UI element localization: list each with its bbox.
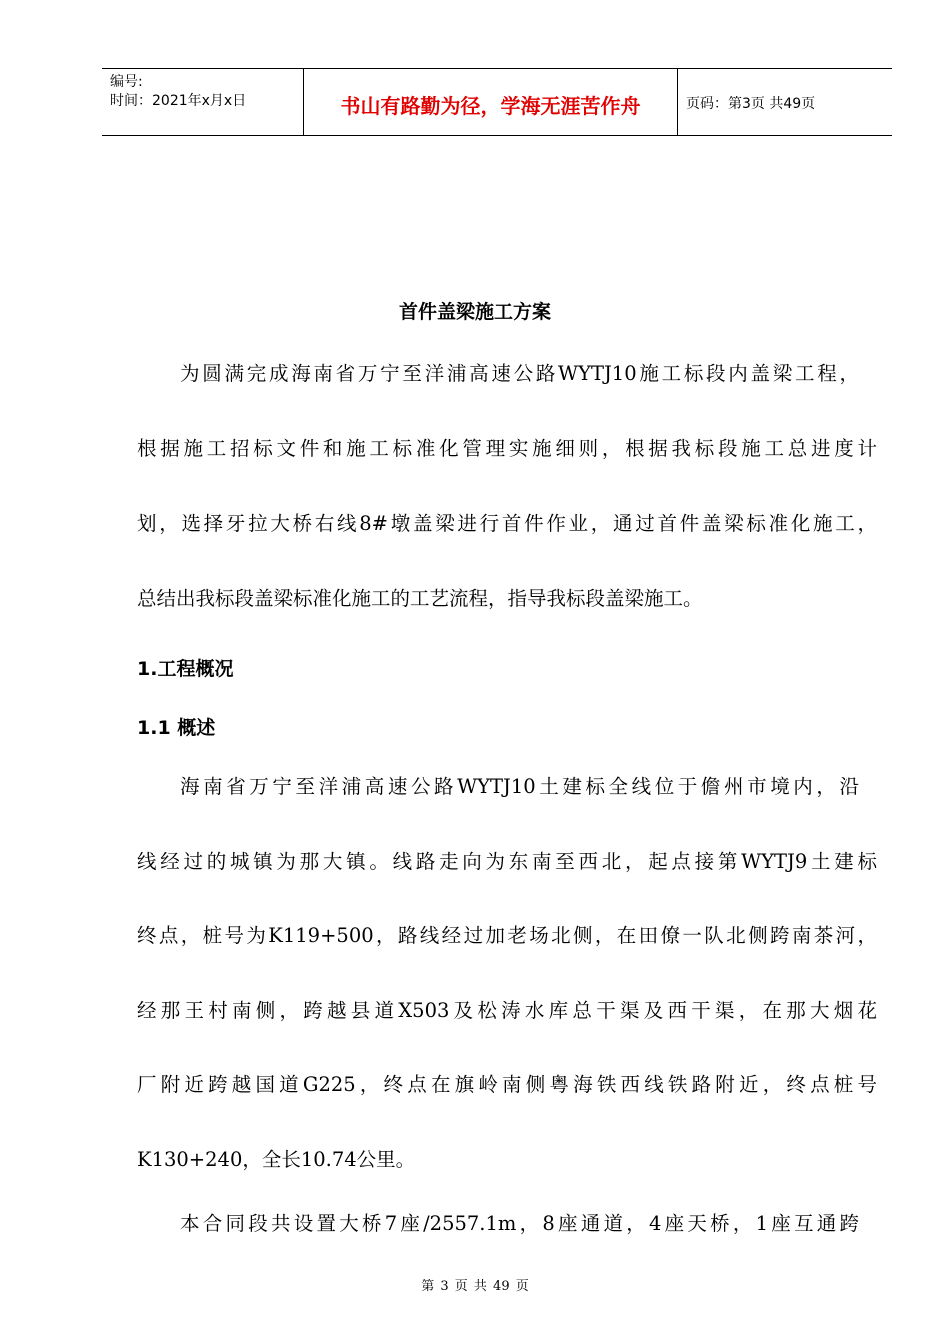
page-footer: 第 3 页 共 49 页	[421, 1279, 529, 1294]
subsection-heading: 1.1 概述	[137, 717, 216, 739]
paragraph-line: 根据施工招标文件和施工标准化管理实施细则，根据我标段施工总进度计	[137, 437, 877, 460]
document-number-label: 编号:	[110, 74, 143, 90]
paragraph-line: 经那王村南侧，跨越县道X503及松涛水库总干渠及西干渠，在那大烟花	[137, 999, 877, 1022]
paragraph-line: 总结出我标段盖梁标准化施工的工艺流程，指导我标段盖梁施工。	[137, 587, 703, 610]
paragraph-line: 终点，桩号为K119+500，路线经过加老场北侧，在田僚一队北侧跨南茶河，	[137, 924, 877, 947]
paragraph-line: 厂附近跨越国道G225，终点在旗岭南侧粤海铁西线铁路附近，终点桩号	[137, 1073, 877, 1096]
document-title: 首件盖梁施工方案	[398, 301, 551, 323]
paragraph-line: 划，选择牙拉大桥右线8#墩盖梁进行首件作业，通过首件盖梁标准化施工，	[137, 512, 877, 535]
document-date-label: 时间：2021年x月x日	[110, 93, 247, 109]
paragraph-line: 线经过的城镇为那大镇。线路走向为东南至西北，起点接第WYTJ9土建标	[137, 850, 877, 873]
paragraph-line: K130+240，全长10.74公里。	[137, 1148, 416, 1171]
paragraph-line: 本合同段共设置大桥7座/2557.1m，8座通道，4座天桥，1座互通跨	[180, 1212, 859, 1235]
section-heading: 1.工程概况	[137, 658, 234, 680]
paragraph-line: 为圆满完成海南省万宁至洋浦高速公路WYTJ10施工标段内盖梁工程，	[180, 362, 859, 385]
header-page-info: 页码：第3页 共49页	[686, 96, 816, 112]
header-motto: 书山有路勤为径，学海无涯苦作舟	[304, 69, 678, 135]
paragraph-line: 海南省万宁至洋浦高速公路WYTJ10土建标全线位于儋州市境内，沿	[180, 775, 859, 798]
page-header	[102, 68, 892, 136]
header-meta-cell	[102, 69, 304, 135]
